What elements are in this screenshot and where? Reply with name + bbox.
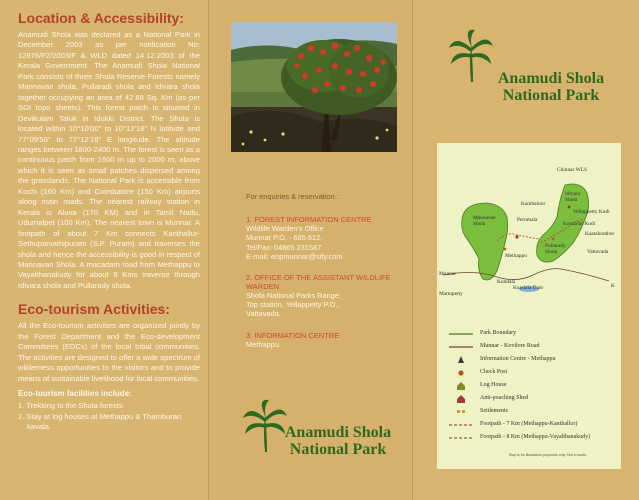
check-post-icon [449, 368, 473, 378]
legend-label: Settlements [480, 408, 508, 414]
rhododendron-photo [231, 22, 397, 152]
map-label: Idivara Shola [565, 191, 581, 203]
legend-label: Footpath - 7 Km (Methappu-Kanthallor) [480, 421, 578, 427]
legend-row [449, 355, 614, 368]
facilities-heading: Eco-tourism facilities include: [18, 389, 132, 399]
legend-row [449, 420, 614, 433]
legend-label: Anti-poaching Shed [480, 395, 529, 401]
brand-title [481, 70, 621, 104]
contact-heading: 1. FOREST INFORMATION CENTRE [246, 215, 372, 225]
brand-line-2: National Park [289, 441, 387, 458]
contact-item [246, 331, 406, 349]
legend-row [449, 433, 614, 446]
legend-label: Park Boundary [480, 330, 517, 336]
contact-email[interactable]: E-mail: enpmunnar@sify.com [246, 251, 343, 261]
legend-row [449, 381, 614, 394]
legend-label: Footpath - 8 Km (Methappu-Vayalthanakudy) [480, 434, 591, 440]
brand-line-2: National Park [502, 87, 600, 104]
legend-row [449, 329, 614, 342]
legend-row [449, 394, 614, 407]
map-label: Vattavada [587, 249, 609, 255]
legend-label: Log House [480, 382, 507, 388]
legend-label: Information Centre - Methappu [480, 356, 556, 362]
legend-row [449, 368, 614, 381]
contact-line: Vattavada. [246, 309, 281, 319]
brand-title [273, 424, 403, 458]
map-label: Kundala [497, 279, 516, 285]
park-boundary-line-icon [449, 329, 473, 339]
eco-heading: Eco-tourism Activities: [18, 301, 170, 318]
facility-item: 2. Stay at log houses at Methappu & Thamburan kavala. [18, 411, 182, 432]
brand-line-1: Anamudi Shola [284, 424, 392, 441]
contact-line: Methappu. [246, 339, 281, 349]
contact-line: Munnar P.O. - 685 612. [246, 233, 323, 243]
eco-paragraph: All the Eco-tourism activities are organized jointly by the Forest Department and the Eco-development Committees (EDCs) of the local tribal communities. The activities are designed to offer a wide spectrum of wilderness opportunities to the visitors and to provide means of sustainable livelihood for local communities. [18, 321, 200, 383]
anti-poaching-shed-icon [449, 394, 473, 404]
map-label: Perumala [517, 217, 538, 223]
map-label: Mattupetty [439, 291, 463, 297]
map-label: Kundala Dam [513, 285, 544, 291]
map-label: Vellappetty Kudi [573, 209, 610, 215]
map-label: Methappu [505, 253, 527, 259]
road-line-icon [449, 342, 473, 352]
contact-heading: 3. INFORMATION CENTRE [246, 330, 340, 340]
enquiry-intro: For enquiries & reservation : [246, 192, 339, 201]
map-label: Kaatakombor [585, 231, 615, 237]
legend-row [449, 342, 614, 355]
log-house-icon [449, 381, 473, 391]
contact-line: Shola National Parks Range, [246, 291, 341, 301]
contact-item [246, 273, 406, 319]
map-label: Kanthaloor [521, 201, 546, 207]
contact-line: Wildlife Warden's Office [246, 224, 324, 234]
facility-item: 1. Trekking to the Shola forests [18, 401, 123, 411]
info-centre-icon [449, 355, 473, 365]
map-label: Mannavan Shola [473, 215, 496, 227]
map-legend [449, 329, 614, 446]
legend-label: Check Post [480, 369, 508, 375]
contact-item [246, 215, 406, 261]
map-label: Munnar [439, 271, 457, 277]
settlements-icon [449, 407, 473, 417]
contact-panel [208, 0, 412, 500]
map-panel [412, 0, 639, 500]
footpath-8km-line-icon [449, 433, 473, 443]
contact-heading: 2. OFFICE OF THE ASSISTANT WILDLIFE WARDEN [246, 273, 391, 292]
location-panel [0, 0, 208, 500]
location-heading: Location & Accessibility: [18, 10, 184, 26]
legend-row [449, 407, 614, 420]
brand-line-1: Anamudi Shola [497, 70, 605, 87]
map-label: Koodalar Kudi [563, 221, 596, 227]
footpath-7km-line-icon [449, 420, 473, 430]
map-label: K [611, 283, 615, 289]
park-map [437, 143, 621, 469]
enquiry-block [246, 192, 406, 349]
location-paragraph: Anamudi Shola was declared as a National Park in December 2003 as per notification No: 12876/F2/2003/F & WLD dated 14.12.2003 of the Kerala Government. The Anamudi Shola National Park consists of three Shola Reserve Forests namely Mannavan shola, Pullaradi shola and Idivara shola together occupying an area of 42.68 Sq. Km (as per SOI topo sheets). This forest patch is situated in Devikulam Taluk in Idukki District. The Shola is located within 10°10'00" to 10°12'18" N latitude and 77°09'50" to 77°12'18" E longitude. The altitude ranges between 1800-2400 m. The forest is seen as a continuous patch from 1600 m up to 2000 m, above which it is seen as small patches dispersed among the grasslands. The National Park is accessible from Kochi (160 Km) and Coimbatore (150 Km) airports along main roads. The nearest railway station in Kerala is Aluva (170 KM) and in Tamil Nadu, Udumalpet (100 Km). The nearest town is Munnar. A footpath of about 7 Km connects Kanthallur-Sethuparvathipuram (S.P. Puram) and traverses the shola and hence the accessibility is good in respect of Mannavan Shola. A macadam road from Methappu to Vayalthanakudy for about 8 Kms traverse through Idivara shola and Pullarady shola. [18, 30, 200, 290]
map-note: Map is for illustration purposes only. Not to scale. [509, 453, 588, 457]
map-label: Chinnar WLS [557, 167, 587, 173]
legend-label: Munnar - Kovilore Road [480, 343, 540, 349]
contact-line: Tel/Fax: 04865 231587 [246, 242, 322, 252]
map-label: Pullarady Shola [545, 243, 566, 255]
facilities-list [18, 401, 200, 433]
contact-line: Top station, Yellappetty P.O., [246, 300, 340, 310]
